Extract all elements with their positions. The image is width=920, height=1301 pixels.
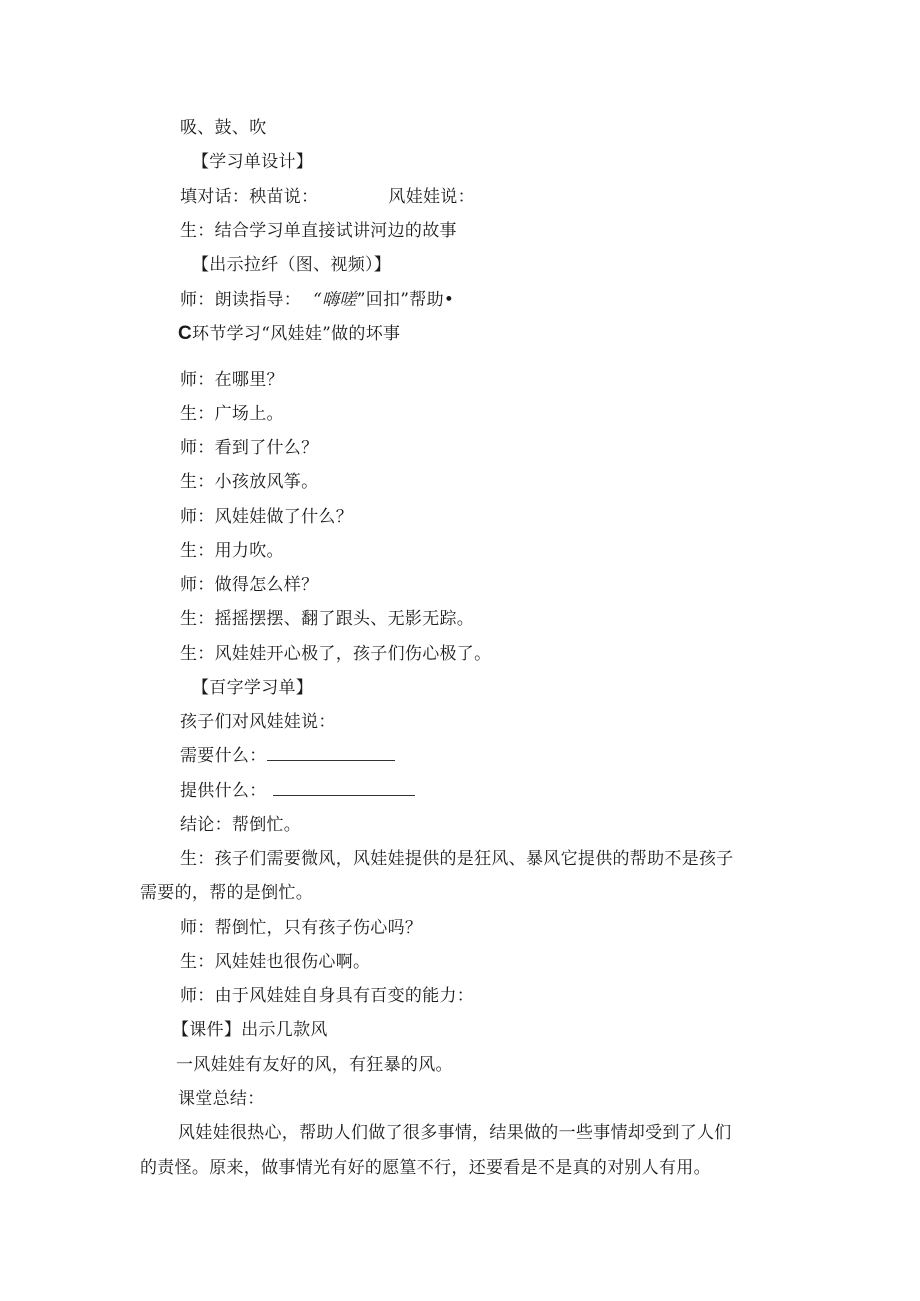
section-heading: 【课件】出示几款风 <box>172 1020 328 1040</box>
text-line: 课堂总结： <box>178 1089 265 1109</box>
text-line: 生：小孩放风筝。 <box>180 472 319 492</box>
fill-in-blank <box>273 781 415 796</box>
fill-in-blank <box>267 746 395 761</box>
text-line: 师：做得怎么样？ <box>180 575 319 595</box>
text-fragment: “嗨嗟 <box>313 290 357 310</box>
text-line: 一风娃娃有友好的风，有狂暴的风。 <box>176 1055 453 1075</box>
section-heading: 【百字学习单】 <box>192 678 314 698</box>
text-line: 生：用力吹。 <box>180 541 284 561</box>
section-letter: C <box>178 323 193 344</box>
text-line: 生：广场上。 <box>180 404 284 424</box>
text-line <box>180 780 415 802</box>
section-heading: 【出示拉纤（图、视频）】 <box>192 255 392 275</box>
text-fragment: 师：朗读指导： <box>180 290 302 310</box>
text-line: 师：由于风娃娃自身具有百变的能力： <box>180 986 475 1006</box>
text-line: 师：风娃娃做了什么？ <box>180 507 353 527</box>
text-fragment: ”回扣 <box>356 290 401 310</box>
text-line: 孩子们对风娃娃说： <box>180 712 336 732</box>
dialog-prompt: 填对话：秧苗说： <box>180 187 319 207</box>
text-line: 师：看到了什么？ <box>180 438 319 458</box>
summary-paragraph-line: 的责怪。原来，做事情光有好的愿篁不行，还要看是不是真的对别人有用。 <box>140 1158 711 1178</box>
text-line <box>178 323 400 345</box>
section-heading: 【学习单设计】 <box>192 152 314 172</box>
text-fragment: ”帮助• <box>400 290 455 310</box>
text-line: 生：结合学习单直接试讲河边的故事 <box>180 221 457 241</box>
text-line: 生：摇摇摆摆、翻了跟头、无影无踪。 <box>180 609 475 629</box>
text-line <box>180 289 454 311</box>
text-line: 生：风娃娃开心极了，孩子们伤心极了。 <box>180 644 492 664</box>
text-line <box>180 186 475 208</box>
text-line: 需要的，帮的是倒忙。 <box>140 883 313 903</box>
fill-in-label: 提供什么： <box>180 781 267 801</box>
summary-paragraph-line: 风娃娃很热心，帮助人们做了很多事情，结果做的一些事情却受到了人们 <box>178 1123 732 1143</box>
text-fragment: 环节学习“风娃娃”做的坏事 <box>192 324 401 344</box>
text-line <box>180 745 395 767</box>
text-line: 生：孩子们需要微风，风娃娃提供的是狂风、暴风它提供的帮助不是孩子 <box>180 849 734 869</box>
text-line: 生：风娃娃也很伤心啊。 <box>180 952 371 972</box>
text-line: 结论：帮倒忙。 <box>180 815 302 835</box>
fill-in-label: 需要什么： <box>180 746 267 766</box>
text-line: 师：在哪里？ <box>180 370 284 390</box>
text-line: 吸、鼓、吹 <box>180 118 267 138</box>
text-line: 师：帮倒忙，只有孩子伤心吗？ <box>180 918 423 938</box>
dialog-prompt: 风娃娃说： <box>388 187 475 207</box>
